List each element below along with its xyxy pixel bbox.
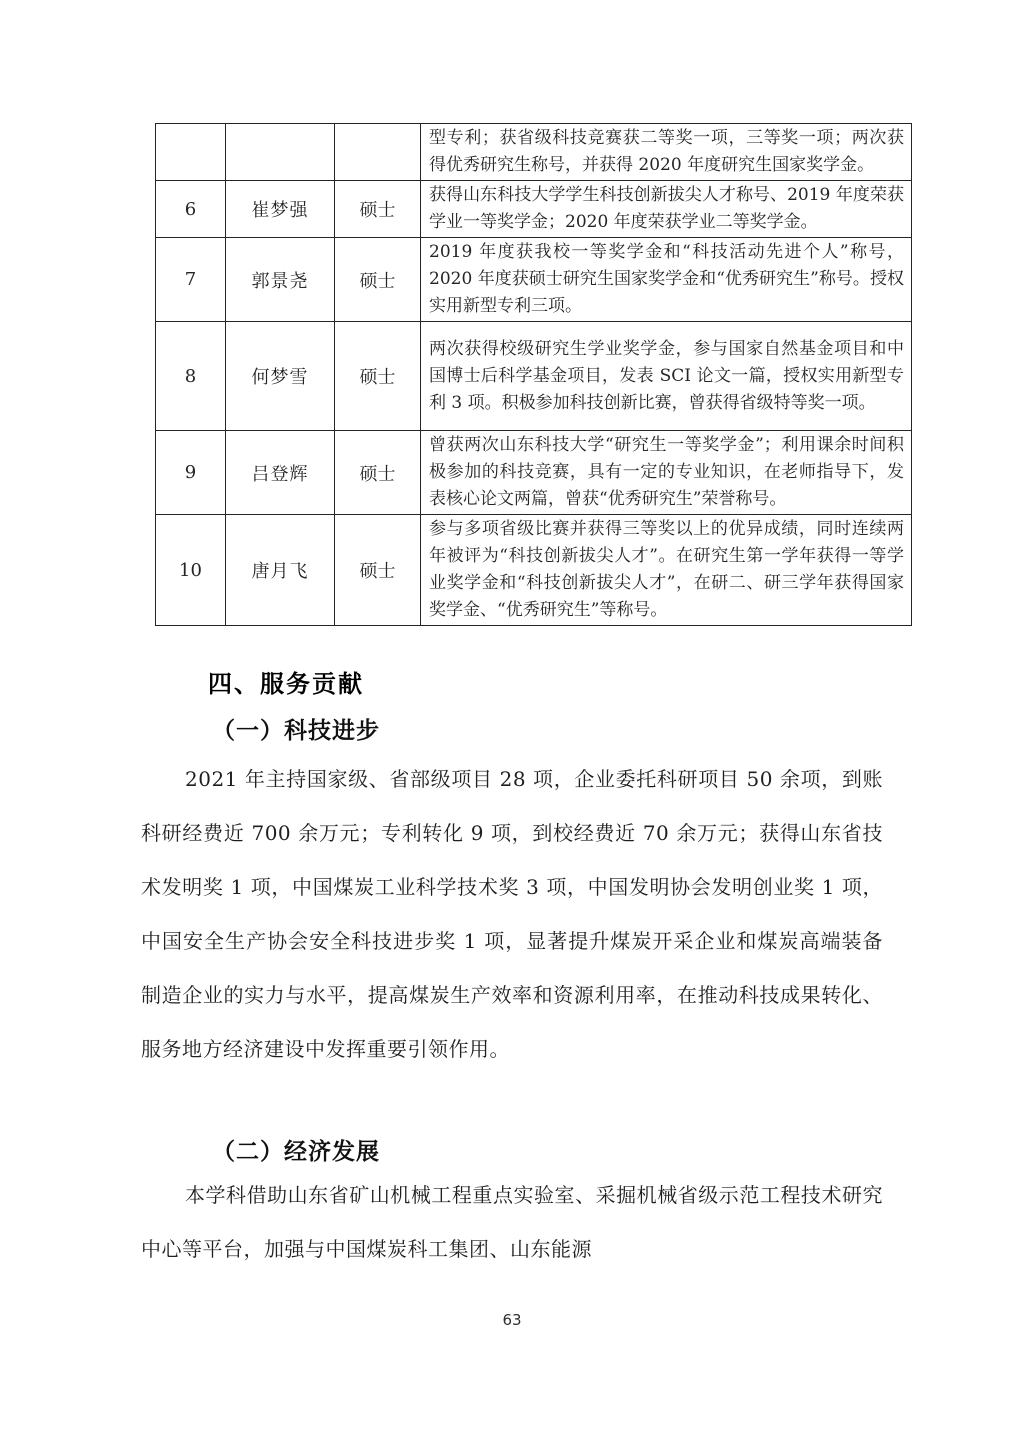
- degree-cell: 硕士: [335, 431, 421, 515]
- degree-cell: [335, 124, 421, 181]
- degree-cell: 硕士: [335, 181, 421, 238]
- paragraph-economic-development: 本学科借助山东省矿山机械工程重点实验室、采掘机械省级示范工程技术研究中心等平台，加强与中国煤炭科工集团、山东能源: [141, 1183, 883, 1261]
- description-cell: 2019 年度获我校一等奖学金和“科技活动先进个人”称号，2020 年度获硕士研究生国家奖学金和“优秀研究生”称号。授权实用新型专利三项。: [421, 238, 912, 322]
- row-number-cell: 7: [156, 238, 226, 322]
- section-heading-service-contribution: 四、服务贡献: [208, 670, 364, 698]
- description-cell: 两次获得校级研究生学业奖学金，参与国家自然基金项目和中国博士后科学基金项目，发表 SCI 论文一篇，授权实用新型专利 3 项。积极参加科技创新比赛，曾获得省级特等奖一项。: [421, 322, 912, 431]
- description-cell: 型专利；获省级科技竞赛获二等奖一项，三等奖一项；两次获得优秀研究生称号，并获得 2020 年度研究生国家奖学金。: [421, 124, 912, 181]
- description-cell: 获得山东科技大学学生科技创新拔尖人才称号、2019 年度荣获学业一等奖学金；2020 年度荣获学业二等奖学金。: [421, 181, 912, 238]
- row-number-cell: [156, 124, 226, 181]
- name-cell: 郭景尧: [226, 238, 335, 322]
- name-cell: [226, 124, 335, 181]
- degree-cell: 硕士: [335, 515, 421, 626]
- description-cell: 参与多项省级比赛并获得三等奖以上的优异成绩，同时连续两年被评为“科技创新拔尖人才”。在研究生第一学年获得一等学业奖学金和“科技创新拔尖人才”，在研二、研三学年获得国家奖学金、“优秀研究生”等称号。: [421, 515, 912, 626]
- graduate-awards-table: [155, 123, 912, 626]
- table-row-7: [156, 238, 912, 322]
- table-row-8: [156, 322, 912, 431]
- degree-cell: 硕士: [335, 322, 421, 431]
- row-number-cell: 9: [156, 431, 226, 515]
- name-cell: 吕登辉: [226, 431, 335, 515]
- table-row-10: [156, 515, 912, 626]
- page-number: 63: [502, 1311, 522, 1329]
- row-number-cell: 6: [156, 181, 226, 238]
- row-number-cell: 8: [156, 322, 226, 431]
- table-row-9: [156, 431, 912, 515]
- description-cell: 曾获两次山东科技大学“研究生一等奖学金”；利用课余时间积极参加的科技竞赛，具有一定的专业知识，在老师指导下，发表核心论文两篇，曾获“优秀研究生”荣誉称号。: [421, 431, 912, 515]
- degree-cell: 硕士: [335, 238, 421, 322]
- name-cell: 唐月飞: [226, 515, 335, 626]
- table-row-continued: [156, 124, 912, 181]
- table-row-6: [156, 181, 912, 238]
- subsection-heading-economic-development: （二）经济发展: [212, 1138, 380, 1165]
- name-cell: 何梦雪: [226, 322, 335, 431]
- name-cell: 崔梦强: [226, 181, 335, 238]
- row-number-cell: 10: [156, 515, 226, 626]
- paragraph-tech-progress: 2021 年主持国家级、省部级项目 28 项，企业委托科研项目 50 余项，到账科研经费近 700 余万元；专利转化 9 项，到校经费近 70 余万元；获得山东省技术发明奖 1 项，中国煤炭工业科学技术奖 3 项，中国发明协会发明创业奖 1 项，中国安全生产协会安全科技进步奖 1 项，显著提升煤炭开采企业和煤炭高端装备制造企业的实力与水平，提高煤炭生产效率和资源利用率，在推动科技成果转化、服务地方经济建设中发挥重要引领作用。: [141, 767, 883, 1061]
- subsection-heading-tech-progress: （一）科技进步: [212, 717, 380, 744]
